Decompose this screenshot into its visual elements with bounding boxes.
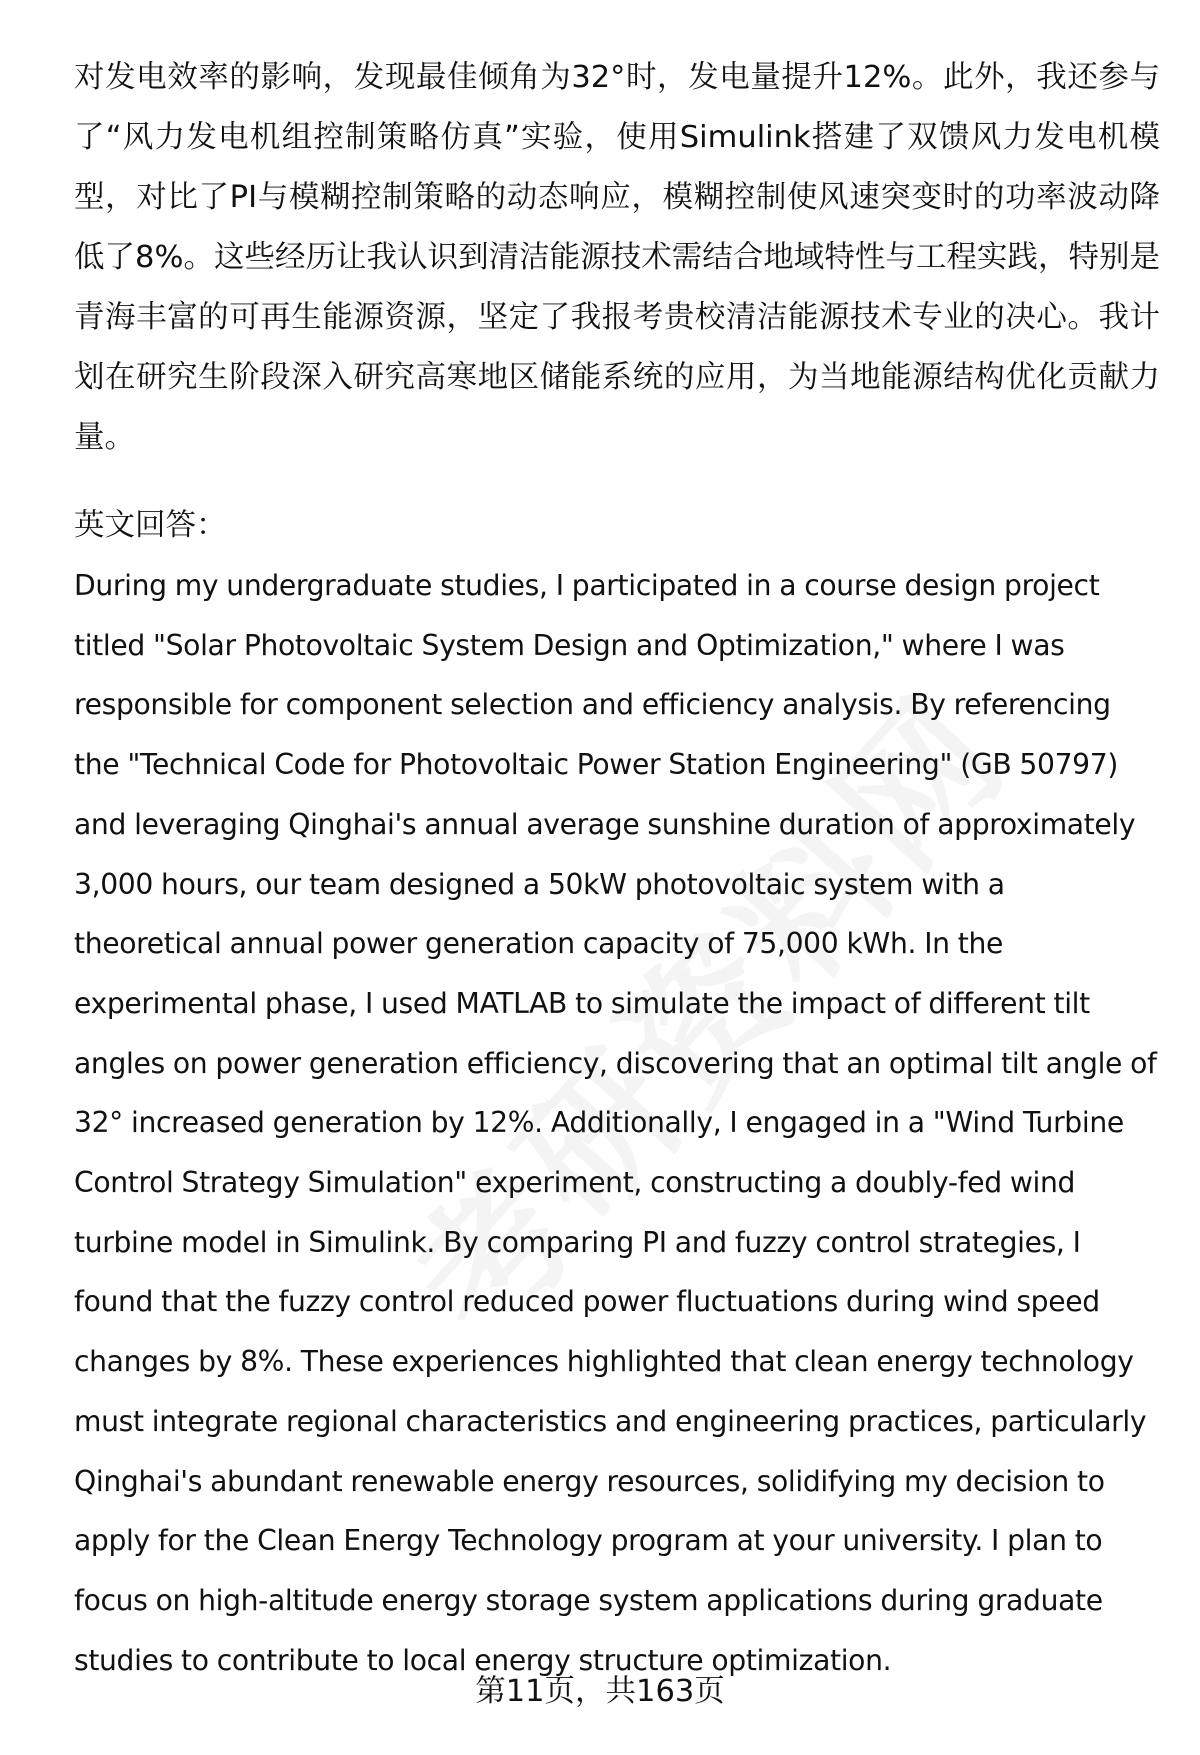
- english-answer-paragraph: During my undergraduate studies, I participated in a course design project titled "Solar Photovoltaic System Design and Optimization," where I was responsible for component selection and efficiency analysis. By referencing the "Technical Code for Photovoltaic Power Station Engineering" (GB 50797) and leveraging Qinghai's annual average sunshine duration of approximately 3,000 hours, our team designed a 50kW photovoltaic system with a theoretical annual power generation capacity of 75,000 kWh. In the experimental phase, I used MATLAB to simulate the impact of different tilt angles on power generation efficiency, discovering that an optimal tilt angle of 32° increased generation by 12%. Additionally, I engaged in a "Wind Turbine Control Strategy Simulation" experiment, constructing a doubly-fed wind turbine model in Simulink. By comparing PI and fuzzy control strategies, I found that the fuzzy control reduced power fluctuations during wind speed changes by 8%. These experiences highlighted that clean energy technology must integrate regional characteristics and engineering practices, particularly Qinghai's abundant renewable energy resources, solidifying my decision to apply for the Clean Energy Technology program at your university. I plan to focus on high-altitude energy storage system applications during graduate studies to contribute to local energy structure optimization.: [74, 569, 1157, 1677]
- page-number-footer: 第11页，共163页: [475, 1674, 725, 1709]
- chinese-answer-paragraph: 对发电效率的影响，发现最佳倾角为32°时，发电量提升12%。此外，我还参与了“风力发电机组控制策略仿真”实验，使用Simulink搭建了双馈风力发电机模型，对比了PI与模糊控制策略的动态响应，模糊控制使风速突变时的功率波动降低了8%。这些经历让我认识到清洁能源技术需结合地域特性与工程实践，特别是青海丰富的可再生能源资源，坚定了我报考贵校清洁能源技术专业的决心。我计划在研究生阶段深入研究高寒地区储能系统的应用，为当地能源结构优化贡献力量。: [74, 60, 1160, 455]
- english-answer-label: 英文回答：: [74, 508, 227, 543]
- page-content: [74, 48, 1160, 1690]
